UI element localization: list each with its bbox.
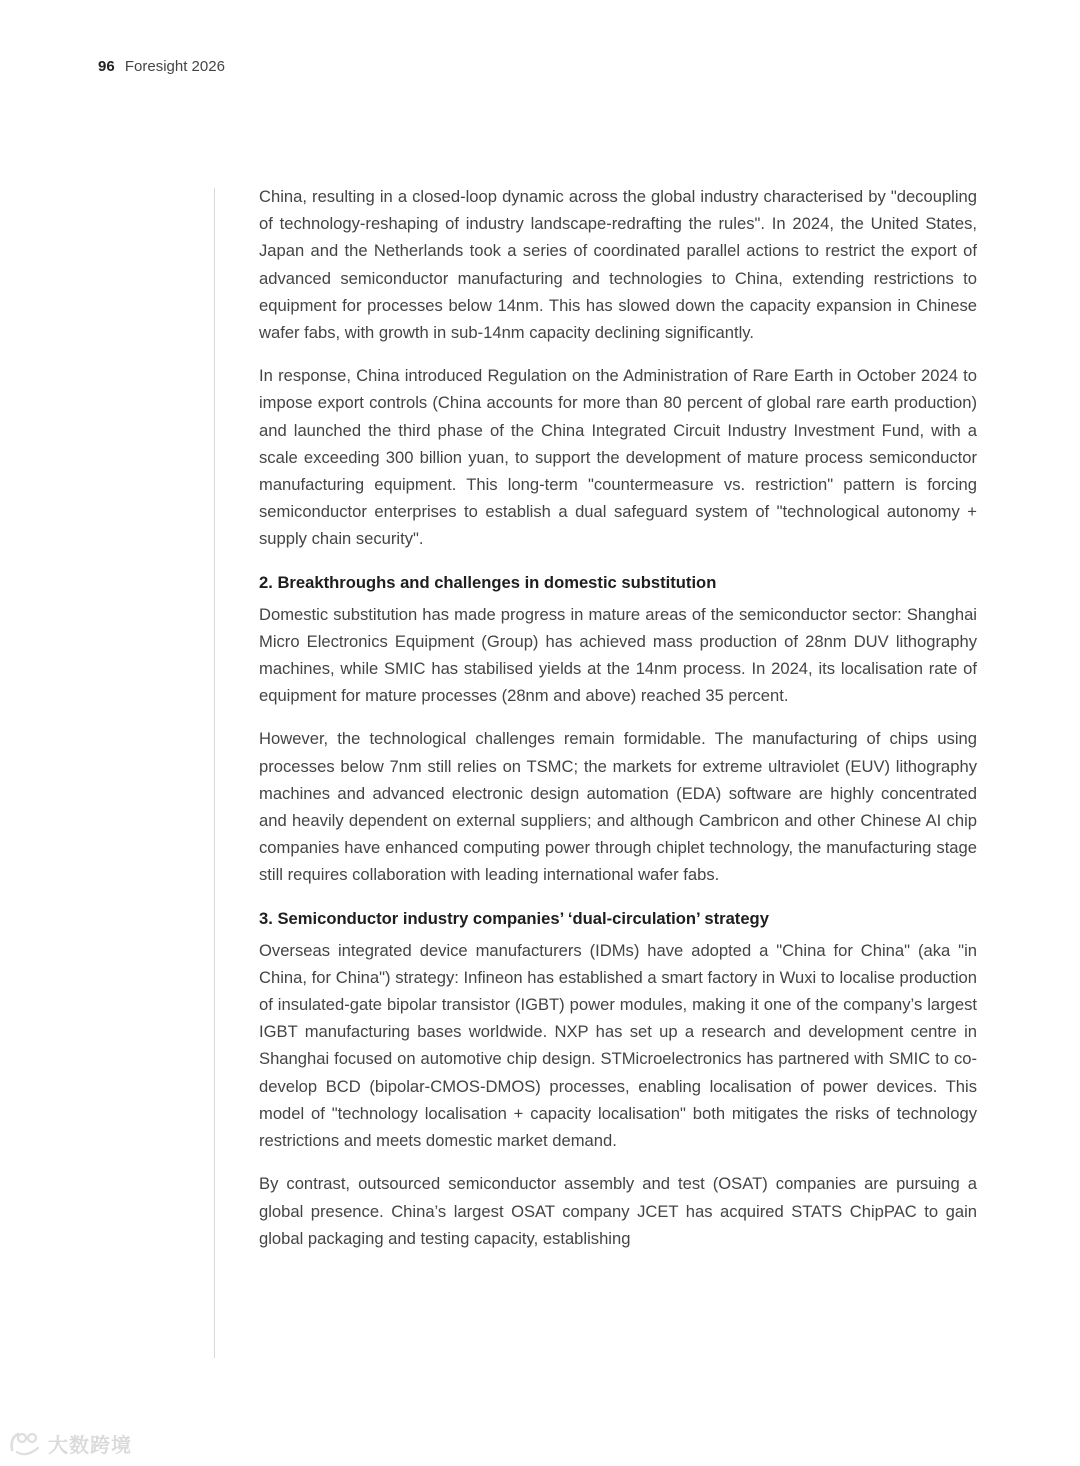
column-divider bbox=[214, 188, 215, 1358]
page-number: 96 bbox=[98, 58, 115, 75]
paragraph-technological-challenges: However, the technological challenges remain formidable. The manufacturing of chips using processes below 7nm still relies on TSMC; the markets for extreme ultraviolet (EUV) lithography machines and advanced electronic design automation (EDA) software are highly concentrated and heavily dependent on external suppliers; and although Cambricon and other Chinese AI chip companies have enhanced computing power through chiplet technology, the manufacturing stage still requires collaboration with leading international wafer fabs. bbox=[259, 729, 977, 885]
article-body bbox=[259, 183, 977, 1252]
section-heading-dual-circulation: 3. Semiconductor industry companies’ ‘dual-circulation’ strategy bbox=[259, 908, 769, 928]
watermark bbox=[8, 1428, 132, 1458]
publication-title: Foresight 2026 bbox=[124, 58, 225, 75]
paragraph-export-restrictions: China, resulting in a closed-loop dynamic across the global industry characterised by "decoupling of technology-reshaping of industry landscape-redrafting the rules". In 2024, the United States, Japan and the Netherlands took a series of coordinated parallel actions to restrict the export of advanced semiconductor manufacturing and technologies to China, extending restrictions to equipment for processes below 14nm. This has slowed down the capacity expansion in Chinese wafer fabs, with growth in sub-14nm capacity declining significantly. bbox=[259, 187, 977, 343]
paragraph-osat-global: By contrast, outsourced semiconductor assembly and test (OSAT) companies are pursuing a global presence. China’s largest OSAT company JCET has acquired STATS ChipPAC to gain global packaging and testing capacity, establishing bbox=[259, 1174, 977, 1248]
running-header bbox=[98, 58, 225, 75]
paragraph-idm-strategy: Overseas integrated device manufacturers (IDMs) have adopted a "China for China" (aka "in China, for China") strategy: Infineon has established a smart factory in Wuxi to localise production of insulated-gate bipolar transistor (IGBT) power modules, making it one of the company’s largest IGBT manufacturing bases worldwide. NXP has set up a research and development centre in Shanghai focused on automotive chip design. STMicroelectronics has partnered with SMIC to co-develop BCD (bipolar-CMOS-DMOS) processes, enabling localisation of power devices. This model of "technology localisation + capacity localisation" both mitigates the risks of technology restrictions and meets domestic market demand. bbox=[259, 940, 977, 1151]
paragraph-china-response: In response, China introduced Regulation on the Administration of Rare Earth in October 2024 to impose export controls (China accounts for more than 80 percent of global rare earth production) and launched the third phase of the China Integrated Circuit Industry Investment Fund, with a scale exceeding 300 billion yuan, to support the development of mature process semiconductor manufacturing equipment. This long-term "countermeasure vs. restriction" pattern is forcing semiconductor enterprises to establish a dual safeguard system of "technological autonomy + supply chain security". bbox=[259, 366, 977, 549]
paragraph-domestic-progress: Domestic substitution has made progress in mature areas of the semiconductor sector: Shanghai Micro Electronics Equipment (Group) has achieved mass production of 28nm DUV lithography machines, while SMIC has stabilised yields at the 14nm process. In 2024, its localisation rate of equipment for mature processes (28nm and above) reached 35 percent. bbox=[259, 604, 977, 706]
section-heading-domestic-substitution: 2. Breakthroughs and challenges in domestic substitution bbox=[259, 572, 717, 592]
watermark-logo-icon bbox=[8, 1428, 44, 1458]
watermark-text: 大数跨境 bbox=[48, 1432, 132, 1457]
